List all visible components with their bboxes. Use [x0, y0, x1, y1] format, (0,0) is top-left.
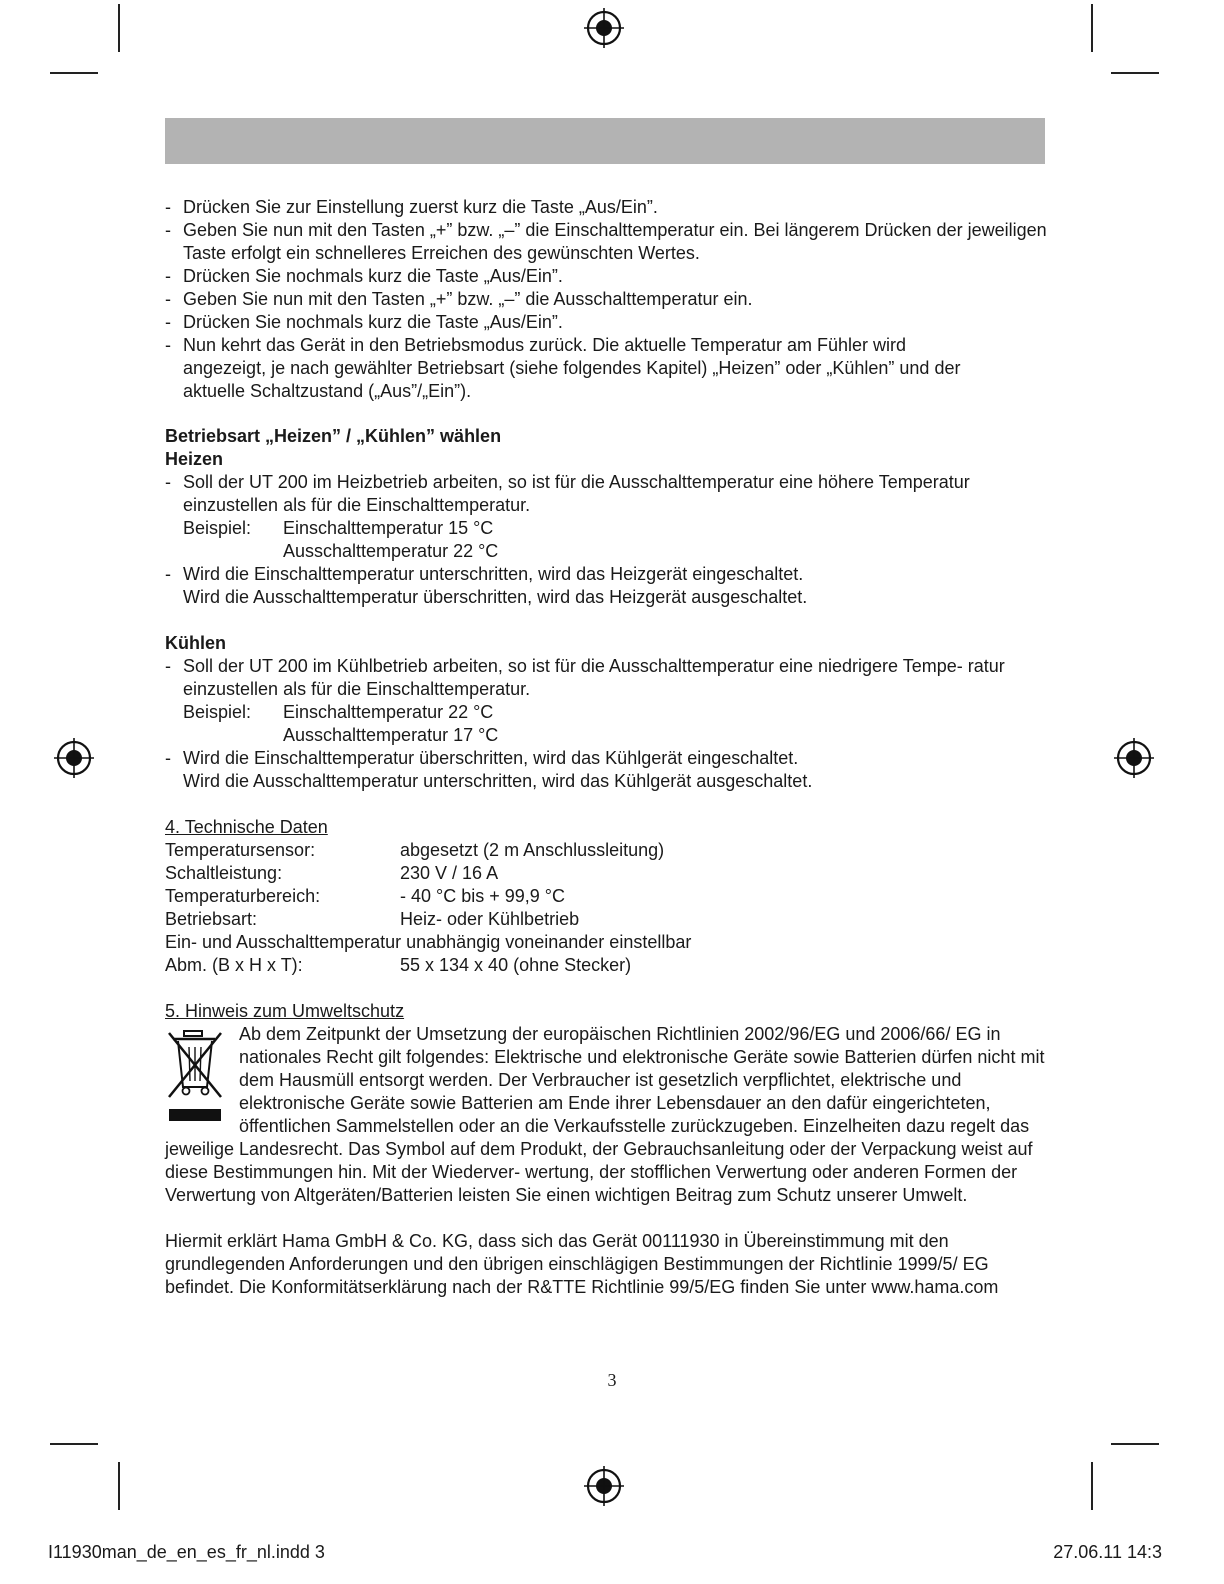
spec-key: Temperatursensor:	[165, 840, 316, 860]
list-item: - Drücken Sie zur Einstellung zuerst kurz die Taste „Aus/Ein”.	[165, 196, 1050, 219]
crossed-out-bin-icon	[165, 1027, 225, 1127]
spec-value: Heiz- oder Kühlbetrieb	[400, 909, 580, 929]
cool-example	[183, 701, 1050, 724]
list-item: - Drücken Sie nochmals kurz die Taste „Aus/Ein”.	[165, 311, 1050, 334]
crop-mark	[50, 72, 98, 74]
cool-list	[165, 655, 1050, 793]
list-item: - Nun kehrt das Gerät in den Betriebsmodus zurück. Die aktuelle Temperatur am Fühler wird angezeigt, je nach gewählter Betriebsart (siehe folgendes Kapitel) „Heizen” oder „Kühlen” und der aktuelle Schaltzustand („Aus”/„Ein”).	[165, 334, 1050, 403]
example-label: Beispiel:	[183, 518, 252, 538]
crop-mark	[1111, 1443, 1159, 1445]
env-section-title: 5. Hinweis zum Umweltschutz	[165, 1001, 405, 1021]
registration-mark-icon	[584, 8, 624, 48]
spec-key: Abm. (B x H x T):	[165, 955, 303, 975]
heat-switch-off: Wird die Ausschalttemperatur überschritten, wird das Heizgerät ausgeschaltet.	[183, 587, 808, 607]
header-bar	[165, 118, 1045, 164]
crop-mark	[50, 1443, 98, 1445]
example-line: Einschalttemperatur 15 °C	[283, 518, 494, 538]
example-line: Einschalttemperatur 22 °C	[283, 702, 494, 722]
spec-key: Betriebsart:	[165, 909, 258, 929]
cool-switch-on: - Wird die Einschalttemperatur überschritten, wird das Kühlgerät eingeschaltet.	[183, 748, 799, 768]
cool-item-text: - Soll der UT 200 im Kühlbetrieb arbeiten, so ist für die Ausschalttemperatur eine niedrigere Tempe- ratur einzustellen als für die Einschalttemperatur.	[183, 656, 1005, 699]
spec-full-line: Ein- und Ausschalttemperatur unabhängig voneinander einstellbar	[165, 932, 692, 952]
spec-row	[165, 885, 1050, 908]
env-block	[165, 1023, 1050, 1207]
tech-section-title: 4. Technische Daten	[165, 817, 328, 837]
spec-value: abgesetzt (2 m Anschlussleitung)	[400, 840, 665, 860]
footer-timestamp: 27.06.11 14:3	[1053, 1542, 1162, 1562]
spec-key: Schaltleistung:	[165, 863, 283, 883]
registration-mark-icon	[1114, 738, 1154, 778]
spec-value: 230 V / 16 A	[400, 863, 499, 883]
registration-mark-icon	[54, 738, 94, 778]
heat-switch-on: - Wird die Einschalttemperatur unterschritten, wird das Heizgerät eingeschaltet.	[183, 564, 804, 584]
list-item	[165, 563, 1050, 609]
cool-title: Kühlen	[165, 633, 226, 653]
list-item	[165, 747, 1050, 793]
heat-title: Heizen	[165, 449, 224, 469]
list-item: - Geben Sie nun mit den Tasten „+” bzw. „–” die Einschalttemperatur ein. Bei längerem Drücken der jeweiligen Taste erfolgt ein schnelleres Erreichen des gewünschten Wertes.	[165, 219, 1050, 265]
heat-example-2	[183, 540, 1050, 563]
instruction-list	[165, 196, 1050, 403]
spec-row	[165, 954, 1050, 977]
spec-key: Temperaturbereich:	[165, 886, 321, 906]
heat-item-text: - Soll der UT 200 im Heizbetrieb arbeiten, so ist für die Ausschalttemperatur eine höhere Temperatur einzustellen als für die Einschalttemperatur.	[183, 472, 970, 515]
example-label: Beispiel:	[183, 702, 252, 722]
heat-list	[165, 471, 1050, 609]
spec-value: - 40 °C bis + 99,9 °C	[400, 886, 565, 906]
list-item: - Geben Sie nun mit den Tasten „+” bzw. „–” die Ausschalttemperatur ein.	[165, 288, 1050, 311]
document-body	[165, 196, 1050, 1299]
example-spacer	[183, 724, 283, 747]
heat-example	[183, 517, 1050, 540]
crop-mark	[118, 4, 120, 52]
cool-example-2	[183, 724, 1050, 747]
list-item	[165, 655, 1050, 747]
spec-table	[165, 839, 1050, 977]
crop-mark	[118, 1462, 120, 1510]
spec-row	[165, 908, 1050, 931]
spec-row	[165, 862, 1050, 885]
list-item	[165, 471, 1050, 563]
crop-mark	[1091, 4, 1093, 52]
page-number: 3	[607, 1370, 617, 1390]
example-line: Ausschalttemperatur 17 °C	[283, 725, 499, 745]
mode-section-title: Betriebsart „Heizen” / „Kühlen” wählen	[165, 426, 502, 446]
spec-row	[165, 839, 1050, 862]
registration-mark-icon	[584, 1466, 624, 1506]
list-item: - Drücken Sie nochmals kurz die Taste „Aus/Ein”.	[165, 265, 1050, 288]
cool-switch-off: Wird die Ausschalttemperatur unterschritten, wird das Kühlgerät ausgeschaltet.	[183, 771, 813, 791]
example-spacer	[183, 540, 283, 563]
env-text: Ab dem Zeitpunkt der Umsetzung der europäischen Richtlinien 2002/96/EG und 2006/66/ EG in nationales Recht gilt folgendes: Elektrische und elektronische Geräte sowie Batterien dürfen nicht mit dem Hausmüll entsorgt werden. Der Verbraucher ist gesetzlich verpflichtet, elektrische und elektronische Geräte sowie Batterien am Ende ihrer Lebensdauer an den dafür eingerichteten, öffentlichen Sammelstellen oder an die Verkaufsstelle zurückzugeben. Einzelheiten dazu regelt das jeweilige Landesrecht. Das Symbol auf dem Produkt, der Gebrauchsanleitung oder der Verpackung weist auf diese Bestimmungen hin. Mit der Wiederver- wertung, der stofflichen Verwertung oder anderen Formen der Verwertung von Altgeräten/Batterien leisten Sie einen wichtigen Beitrag zum Schutz unserer Umwelt.	[165, 1024, 1045, 1205]
spec-value: 55 x 134 x 40 (ohne Stecker)	[400, 955, 632, 975]
crop-mark	[1111, 72, 1159, 74]
declaration-text: Hiermit erklärt Hama GmbH & Co. KG, dass sich das Gerät 00111930 in Übereinstimmung mit den grundlegenden Anforderungen und den übrigen einschlägigen Bestimmungen der Richtlinie 1999/5/ EG befindet. Die Konformitätserklärung nach der R&TTE Richtlinie 99/5/EG finden Sie unter www.hama.com	[165, 1231, 999, 1297]
crop-mark	[1091, 1462, 1093, 1510]
example-line: Ausschalttemperatur 22 °C	[283, 541, 499, 561]
footer-filename: I11930man_de_en_es_fr_nl.indd 3	[48, 1542, 325, 1562]
